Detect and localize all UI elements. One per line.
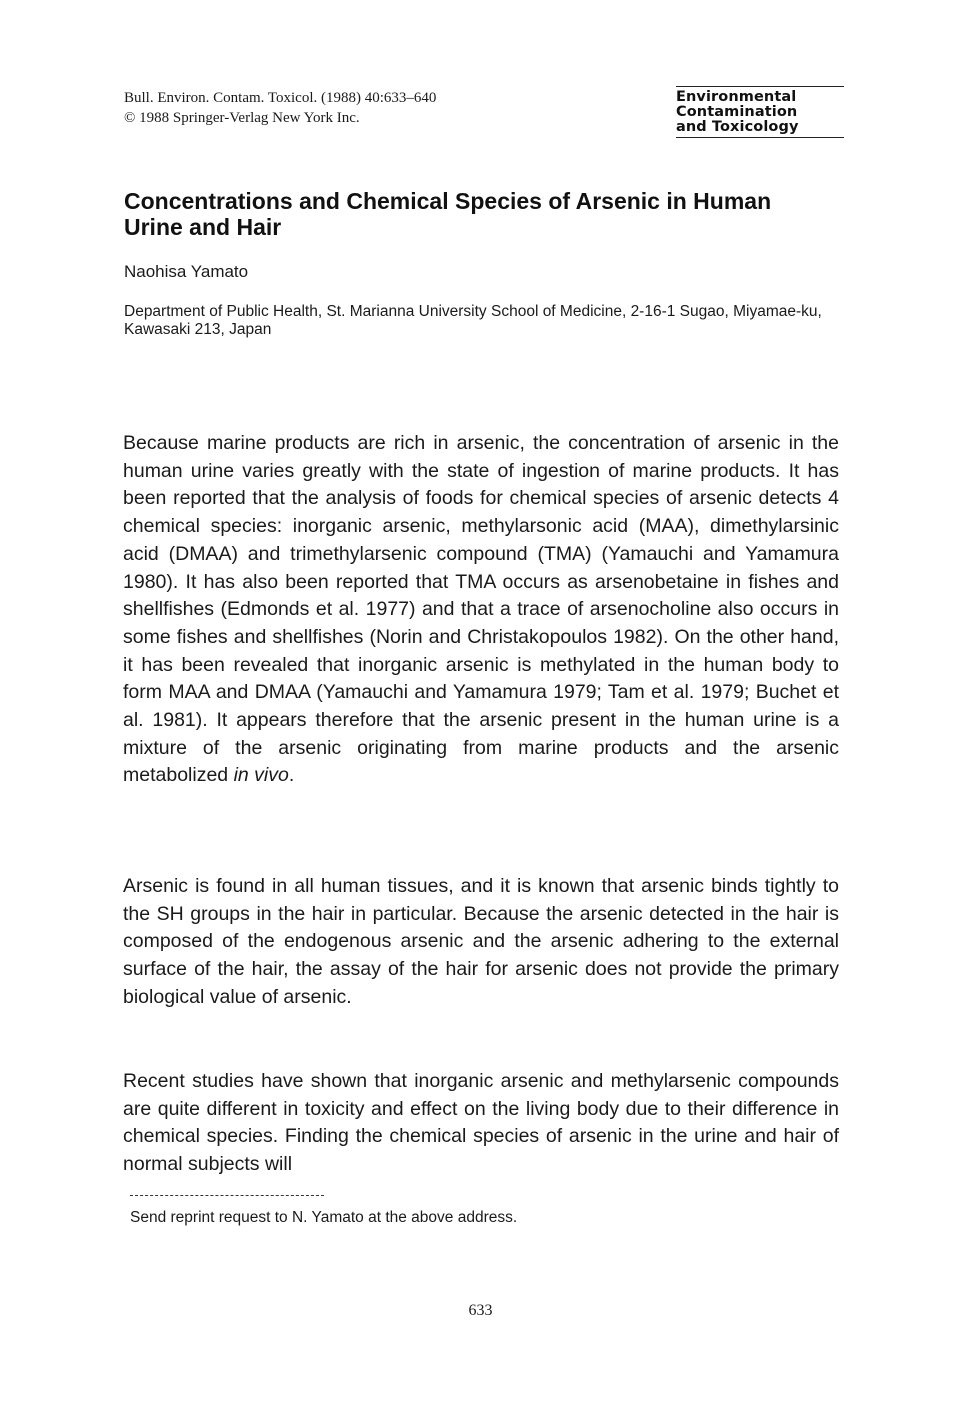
journal-citation bbox=[124, 88, 436, 128]
footnote-reprint-request: Send reprint request to N. Yamato at the above address. bbox=[130, 1209, 518, 1226]
journal-logo-line-1: Environmental bbox=[676, 89, 797, 105]
article-title: Concentrations and Chemical Species of Arsenic in Human Urine and Hair bbox=[124, 188, 772, 240]
paragraph-1-end: . bbox=[288, 764, 295, 787]
footnote-divider bbox=[130, 1195, 324, 1196]
paragraph-1-italic-term: in vivo bbox=[233, 764, 289, 787]
journal-logo-line-3: and Toxicology bbox=[676, 119, 799, 135]
body-paragraph-2: Arsenic is found in all human tissues, and it is known that arsenic binds tightly to the SH groups in the hair in particular. Because the arsenic detected in the hair is composed of the endogenous arsenic and the arsenic adhering to the external surface of the hair, the assay of the hair for arsenic does not provide the primary biological value of arsenic. bbox=[123, 875, 839, 1008]
paragraph-1-text: Because marine products are rich in arsenic, the concentration of arsenic in the human urine varies greatly with the state of ingestion of marine products. It has been reported that the analysis of foods for chemical species of arsenic detects 4 chemical species: inorganic arsenic, methylarsonic acid (MAA), dimethylarsinic acid (DMAA) and trimethylarsenic compound (TMA) (Yamauchi and Yamamura 1980). It has also been reported that TMA occurs as arsenobetaine in fishes and shellfishes (Edmonds et al. 1977) and that a trace of arsenocholine also occurs in some fishes and shellfishes (Norin and Christakopoulos 1982). On the other hand, it has been revealed that inorganic arsenic is methylated in the human body to form MAA and DMAA (Yamauchi and Yamamura 1979; Tam et al. 1979; Buchet et al. 1981). It appears therefore that the arsenic present in the human urine is a mixture of the arsenic originating from marine products and the arsenic metabolized bbox=[123, 432, 839, 787]
journal-logo bbox=[676, 86, 844, 138]
citation-line-volume: Bull. Environ. Contam. Toxicol. (1988) 40:633–640 bbox=[124, 90, 437, 106]
page-number: 633 bbox=[468, 1302, 493, 1319]
citation-line-copyright: © 1988 Springer-Verlag New York Inc. bbox=[124, 110, 360, 126]
article-author: Naohisa Yamato bbox=[124, 262, 249, 281]
body-paragraph-1 bbox=[123, 430, 839, 790]
journal-logo-line-2: Contamination bbox=[676, 104, 798, 120]
body-paragraph-3: Recent studies have shown that inorganic arsenic and methylarsenic compounds are quite different in toxicity and effect on the living body due to their difference in chemical species. Finding the chemical species of arsenic in the urine and hair of normal subjects will bbox=[123, 1070, 839, 1176]
author-affiliation: Department of Public Health, St. Marianna University School of Medicine, 2-16-1 Sugao, Miyamae-ku, Kawasaki 213, Japan bbox=[124, 303, 822, 338]
